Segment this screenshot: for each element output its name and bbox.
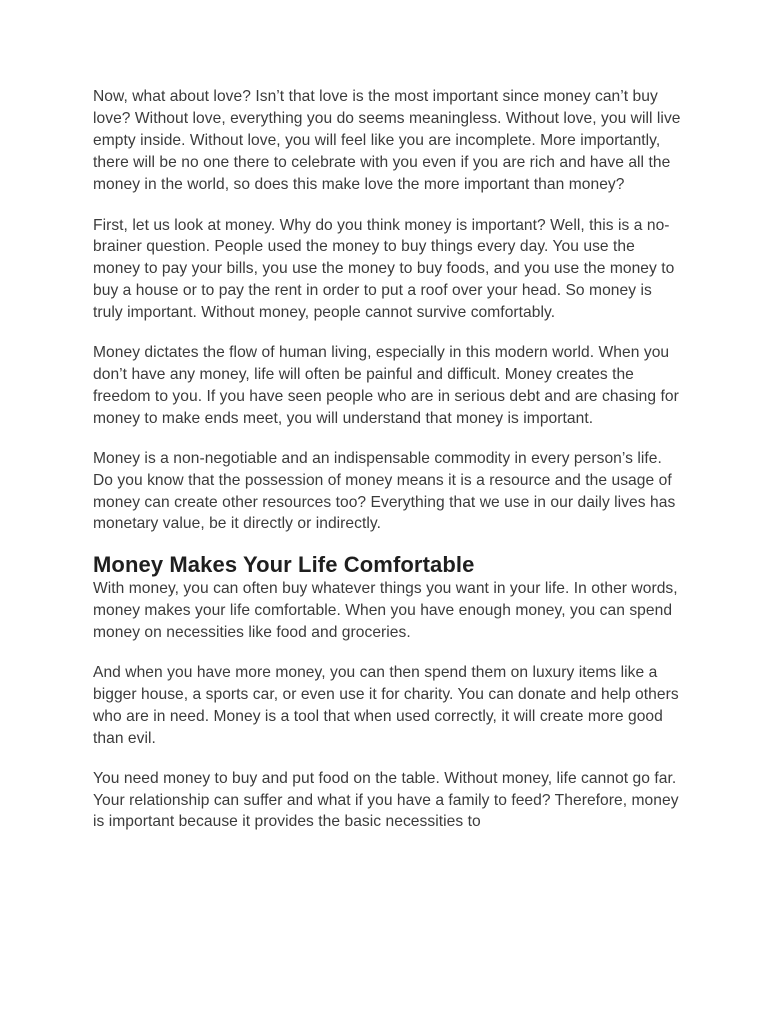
section-heading: Money Makes Your Life Comfortable — [93, 552, 475, 578]
paragraph-money-dictates: Money dictates the flow of human living, especially in this modern world. When you don’t have any money, life will often be painful and difficult. Money creates the freedom to you. If you have seen people who are in serious debt and are chasing for money to make ends meet, you will understand that money is important. — [93, 344, 679, 427]
paragraph-luxury-items: And when you have more money, you can then spend them on luxury items like a bigger house, a sports car, or even use it for charity. You can donate and help others who are in need. Money is a tool that when used correctly, it will create more good than evil. — [93, 664, 679, 747]
paragraph-money-importance: First, let us look at money. Why do you think money is important? Well, this is a no-brainer question. People used the money to buy things every day. You use the money to pay your bills, you use the money to buy foods, and you use the money to buy a house or to pay the rent in order to put a roof over your head. So money is truly important. Without money, people cannot survive comfortably. — [93, 216, 675, 322]
paragraph-love-question: Now, what about love? Isn’t that love is the most important since money can’t buy love? Without love, everything you do seems meaningless. Without love, you will live empty inside. Without love, you will feel like you are incomplete. More importantly, there will be no one there to celebrate with you even if you are rich and have all the money in the world, so does this make love the more important than money? — [93, 88, 681, 193]
paragraph-money-comfortable: With money, you can often buy whatever things you want in your life. In other words, money makes your life comfortable. When you have enough money, you can spend money on necessities like food and groceries. — [93, 580, 678, 642]
paragraph-basic-necessities: You need money to buy and put food on the table. Without money, life cannot go far. Your relationship can suffer and what if you have a family to feed? Therefore, money is important because it provides the basic necessities to — [93, 769, 679, 831]
document-page — [93, 86, 685, 833]
paragraph-money-commodity: Money is a non-negotiable and an indispensable commodity in every person’s life. Do you know that the possession of money means it is a resource and the usage of money can create other resources too? Everything that we use in our daily lives has monetary value, be it directly or indirectly. — [93, 449, 676, 533]
